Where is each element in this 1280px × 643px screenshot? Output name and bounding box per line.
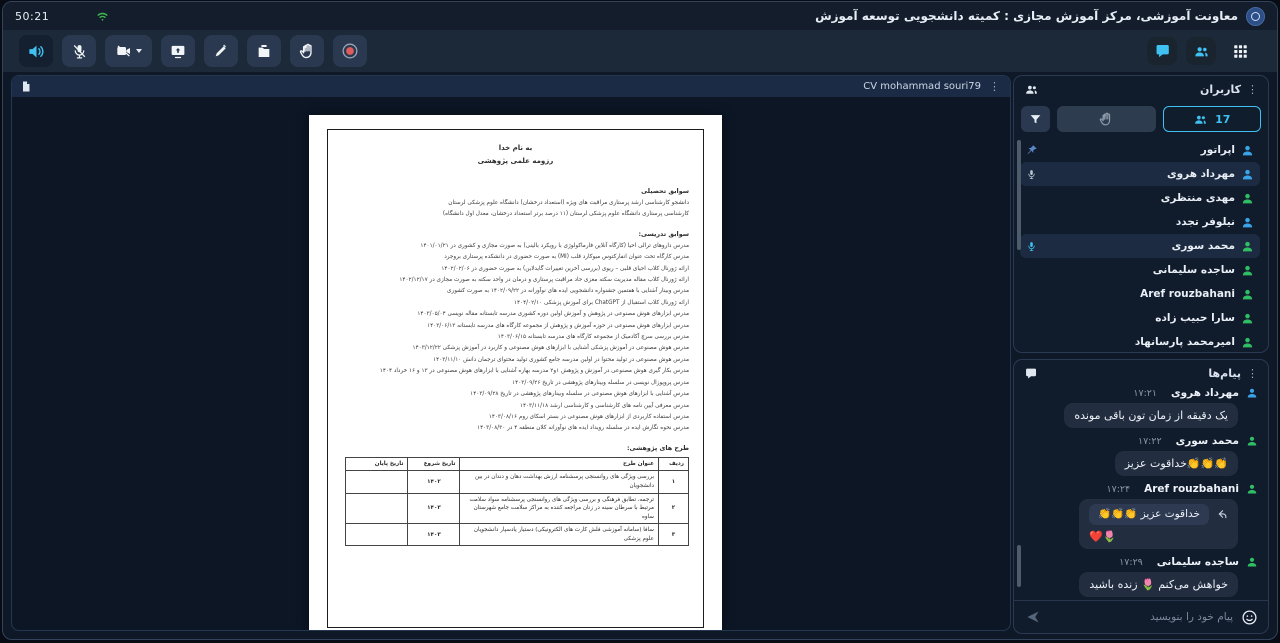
chat-toggle-button[interactable] <box>1147 37 1177 65</box>
cv-teaching-heading: سوابق تدریسی: <box>638 229 689 238</box>
cv-teaching-line: مدرس پروپوزال نویسی در سلسله وبینارهای پژوهشی در تاریخ ۱۴۰۳/۰۹/۲۶ <box>512 379 689 386</box>
users-scrollbar[interactable] <box>1017 140 1021 250</box>
mic-muted-icon <box>71 43 88 60</box>
files-button[interactable] <box>247 35 281 67</box>
user-row[interactable]: نیلوفر تجدد <box>1020 210 1260 234</box>
user-avatar-icon <box>1241 240 1254 253</box>
message-time: ۱۷:۲۹ <box>1119 556 1143 568</box>
table-header-start: تاریخ شروع <box>408 457 460 471</box>
users-icon <box>1024 83 1039 96</box>
user-avatar-icon <box>1245 435 1258 447</box>
cv-teaching-line: مدرس معرفی آیین نامه های کارشناسی و کارشناسی ارشد ۱۴۰۳/۱۱/۱۸ <box>519 402 689 409</box>
document-page <box>309 115 722 631</box>
users-toggle-button[interactable] <box>1186 37 1216 65</box>
screenshare-icon <box>169 43 187 60</box>
chat-icon <box>1154 43 1170 59</box>
users-panel <box>1013 75 1269 353</box>
user-avatar-icon <box>1245 483 1258 495</box>
document-menu-kebab-icon[interactable]: ⋮ <box>989 80 1000 93</box>
message-author: ساجده سلیمانی <box>1156 556 1239 568</box>
message-author: Aref rouzbahani <box>1144 483 1239 495</box>
presentation-stage <box>11 75 1011 631</box>
table-header-end: تاریخ پایان <box>346 457 408 471</box>
mic-icon <box>1026 169 1037 180</box>
user-avatar-icon <box>1245 387 1258 399</box>
users-icon <box>1193 113 1208 126</box>
table-row: ۲ ترجمه، تطابق فرهنگی و بررسی ویژگی های روانسنجی پرسشنامه سواد سلامت مرتبط با سرطان سینه در زنان مراجعه کننده به مراکز سلامت جامع شهرستان ساوه ۱۴۰۳ <box>346 493 689 524</box>
user-avatar-icon <box>1241 216 1254 229</box>
sidebar <box>1013 75 1269 634</box>
mic-muted-button[interactable] <box>62 35 96 67</box>
wifi-icon <box>95 10 110 23</box>
table-header-title: عنوان طرح <box>460 457 659 471</box>
record-icon <box>340 41 360 61</box>
chat-message <box>1030 435 1258 476</box>
cv-teaching-line: مدرس بکار گیری هوش مصنوعی در آموزش و پژوهش ۱و۲ مدرسه بهاره آشنایی با ابزارهای هوش مصنوعی در ۱۳ و ۱۶ خرداد ۱۴۰۴ <box>379 368 689 375</box>
user-avatar-icon <box>1241 192 1254 205</box>
chat-message <box>1030 387 1258 428</box>
message-time: ۱۷:۲۲ <box>1137 435 1162 447</box>
emoji-icon[interactable] <box>1241 609 1258 626</box>
users-panel-title: کاربران <box>1200 82 1241 96</box>
file-icon <box>20 80 32 93</box>
app-window <box>2 1 1278 640</box>
camera-muted-button[interactable] <box>105 35 152 67</box>
message-author: مهرداد هروی <box>1171 387 1239 399</box>
pen-button[interactable] <box>204 35 238 67</box>
user-avatar-icon <box>1241 336 1254 349</box>
mic-icon <box>1026 241 1037 252</box>
quoted-message[interactable]: خداقوت عزیز 👏👏👏 <box>1089 504 1209 525</box>
files-icon <box>256 43 272 59</box>
chat-message <box>1030 556 1258 597</box>
send-icon[interactable] <box>1024 609 1042 625</box>
top-bar <box>3 2 1277 30</box>
message-emoji: 🌷❤️ <box>1089 530 1117 543</box>
cv-content <box>327 129 704 628</box>
user-row[interactable]: مهدی منتظری <box>1020 186 1260 210</box>
user-avatar-icon <box>1241 144 1254 157</box>
cv-teaching-line: ارائه ژورنال کلاب استقبال از ChatGPT برای آموزش پزشکی ۱۴۰۴/۰۲/۱۰ <box>513 299 689 306</box>
message-bubble: 👏👏👏خداقوت عزیز <box>1115 451 1238 476</box>
filter-users-button[interactable] <box>1021 106 1050 132</box>
camera-options-caret-icon[interactable] <box>136 49 142 53</box>
chat-icon <box>1024 367 1037 380</box>
all-users-tab[interactable] <box>1163 106 1261 132</box>
raise-hand-button[interactable] <box>290 35 324 67</box>
cv-teaching-line: مدرس هوش مصنوعی در تولید محتوا در اولین مدرسه جامع کشوری تولید محتوای ترجمان دانش ۱۴۰۳/۱۱/۱۰ <box>433 356 689 363</box>
screenshare-button[interactable] <box>161 35 195 67</box>
users-list <box>1020 138 1262 348</box>
cv-education-line: دانشجو کارشناسی ارشد پرستاری مراقبت های ویژه (استعداد درخشان) دانشگاه علوم پزشکی لرستان <box>448 200 689 206</box>
table-header-row-no: ردیف <box>659 457 689 471</box>
users-filter-row <box>1014 100 1268 136</box>
raise-hand-icon <box>299 43 316 60</box>
cv-projects-heading: طرح های پژوهشی: <box>626 443 689 452</box>
org-logo <box>1246 7 1265 26</box>
grid-icon <box>1233 44 1248 59</box>
cv-teaching-line: مدرس هوش مصنوعی در آموزش پزشکی آشنایی با ابزارهای هوش مصنوعی و کاربرد در آموزش پزشکی ۱۴۰۳/۱۲/۲۲ <box>412 345 689 352</box>
users-icon <box>1193 44 1210 59</box>
cv-teaching-line: مدرس نحوه نگارش ایده در سلسله رویداد ایده های نوآورانه کلان منطقه ۴ در ۱۴۰۳/۰۸/۳۰ <box>477 425 689 432</box>
cv-teaching-line: مدرس استفاده کاربردی از ابزارهای هوش مصنوعی در بستر اسکای روم ۱۴۰۳/۰۸/۱۶ <box>488 413 689 420</box>
toolbar <box>3 30 1277 72</box>
messages-menu-kebab-icon[interactable]: ⋮ <box>1247 366 1258 380</box>
session-timer: 50:21 <box>15 9 50 23</box>
cv-education-heading: سوابق تحصیلی <box>641 187 689 195</box>
filter-icon <box>1029 113 1042 126</box>
messages-list <box>1014 384 1268 600</box>
message-bubble: خواهش می‌کنم 🌷 زنده باشید <box>1079 572 1238 597</box>
users-count: 17 <box>1215 112 1231 126</box>
messages-panel <box>1013 359 1269 634</box>
user-row[interactable]: اپراتور <box>1020 138 1260 162</box>
cv-teaching-line: مدرس آشنایی با ابزارهای هوش مصنوعی در سلسله وبینارهای پژوهشی در تاریخ ۱۴۰۳/۰۹/۲۸ <box>470 391 689 398</box>
message-input[interactable] <box>1050 611 1233 623</box>
speaker-button[interactable] <box>19 35 53 67</box>
cv-teaching-line: مدرس بررسی سرچ آکادمیک از مجموعه کارگاه های مدرسه تابستانه ۱۴۰۳/۰۶/۱۵ <box>497 334 689 341</box>
cv-teaching-line: مدرس کارگاه تحت عنوان انفارکتوس میوکارد قلب (MI) به صورت حضوری در دانشکده پرستاری بروجرد <box>444 254 689 261</box>
layout-grid-button[interactable] <box>1225 37 1255 65</box>
message-time: ۱۷:۲۱ <box>1133 387 1158 399</box>
users-menu-kebab-icon[interactable]: ⋮ <box>1247 82 1258 96</box>
user-row[interactable]: ساجده سلیمانی <box>1020 258 1260 282</box>
message-time: ۱۷:۲۴ <box>1106 483 1131 495</box>
table-row: ۱ بررسی ویژگی های روانسنجی پرسشنامه ارزش بهداشت دهان و دندان در بین دانشجویان ۱۴۰۲ <box>346 471 689 493</box>
user-avatar-icon <box>1245 556 1258 568</box>
user-avatar-icon <box>1241 312 1254 325</box>
message-input-row <box>1014 600 1268 633</box>
cv-teaching-line: ارائه ژورنال کلاب احیای قلبی – ریوی (بررسی آخرین تغییرات گایدلاین) به صورت حضوری در ۱۴۰۲/۰۲/۰۶ <box>441 265 689 272</box>
user-row[interactable]: مهرداد هروی <box>1020 162 1260 186</box>
cv-projects-table <box>345 457 689 547</box>
pen-icon <box>213 43 229 59</box>
user-row[interactable]: محمد سوری <box>1020 234 1260 258</box>
messages-scrollbar[interactable] <box>1017 545 1021 587</box>
cv-teaching-line: مدرس ابزارهای هوش مصنوعی در پژوهش و آموزش اولین دوره کشوری مدرسه تابستانه مقاله نویسی ۱۴۰۳/۰۵/۰۴ <box>417 311 689 318</box>
message-author: محمد سوری <box>1175 435 1239 447</box>
speaker-icon <box>27 42 46 61</box>
raised-hands-tab[interactable] <box>1057 106 1155 132</box>
user-avatar-icon <box>1241 288 1254 301</box>
user-row[interactable]: امیرمحمد پارسانهاد <box>1020 330 1260 353</box>
camera-muted-icon <box>115 43 133 59</box>
document-tab-bar <box>12 76 1010 97</box>
cv-title: رزومه علمی پژوهشی <box>477 157 554 165</box>
message-bubble <box>1079 499 1238 549</box>
cv-bismillah: به نام خدا <box>498 144 533 152</box>
record-button[interactable] <box>333 35 367 67</box>
chat-message <box>1030 483 1258 549</box>
hand-icon <box>1099 112 1114 127</box>
reply-icon <box>1215 508 1228 521</box>
cv-teaching-line: مدرس داروهای ترالی احیا (کارگاه آنلاین فارماکولوژی با رویکرد بالینی) به صورت مجازی و کشوری در ۱۴۰۱/۰۱/۲۱ <box>420 242 689 249</box>
cv-teaching-line: ارائه ژورنال کلاب مقاله مدیریت سکته مغزی حاد مراقبت پرستاری و درمان در واحد سکته به صورت مجازی در ۱۴۰۲/۱۲/۱۷ <box>399 277 689 284</box>
table-row: ۳ سافا (سامانه آموزشی فلش کارت های الکترونیکی) دستیار یادسپار دانشجویان علوم پزشکی ۱۴۰۳ <box>346 524 689 546</box>
user-row[interactable]: Aref rouzbahani <box>1020 282 1260 306</box>
document-tab-title[interactable]: CV mohammad souri79 <box>863 81 981 92</box>
message-bubble: یک دقیقه از زمان تون باقی مونده <box>1064 403 1238 428</box>
user-row[interactable]: سارا حبیب زاده <box>1020 306 1260 330</box>
cv-teaching-line: مدرس ابزارهای هوش مصنوعی در حوزه آموزش و پژوهش از مجموعه کارگاه های مدرسه تابستانه ۱۴۰۳/۰۶/۱۳ <box>427 322 689 329</box>
cv-education-line: کارشناسی پرستاری دانشگاه علوم پزشکی لرستان (۱۱ درصد برتر استعداد درخشان، معدل اول دانشگاه) <box>442 211 689 218</box>
room-title: معاونت آموزشی، مرکز آموزش مجازی : کمیته دانشجویی توسعه آموزش <box>815 9 1238 23</box>
user-avatar-icon <box>1241 168 1254 181</box>
cv-teaching-line: مدرس وبینار آشنایی با هفتمین جشنواره دانشجویی ایده های نوآورانه در ۱۴۰۲/۰۹/۲۲ به صورت کشوری <box>447 288 689 295</box>
user-avatar-icon <box>1241 264 1254 277</box>
messages-panel-title: پیام‌ها <box>1208 366 1241 380</box>
pin-icon <box>1026 144 1038 156</box>
